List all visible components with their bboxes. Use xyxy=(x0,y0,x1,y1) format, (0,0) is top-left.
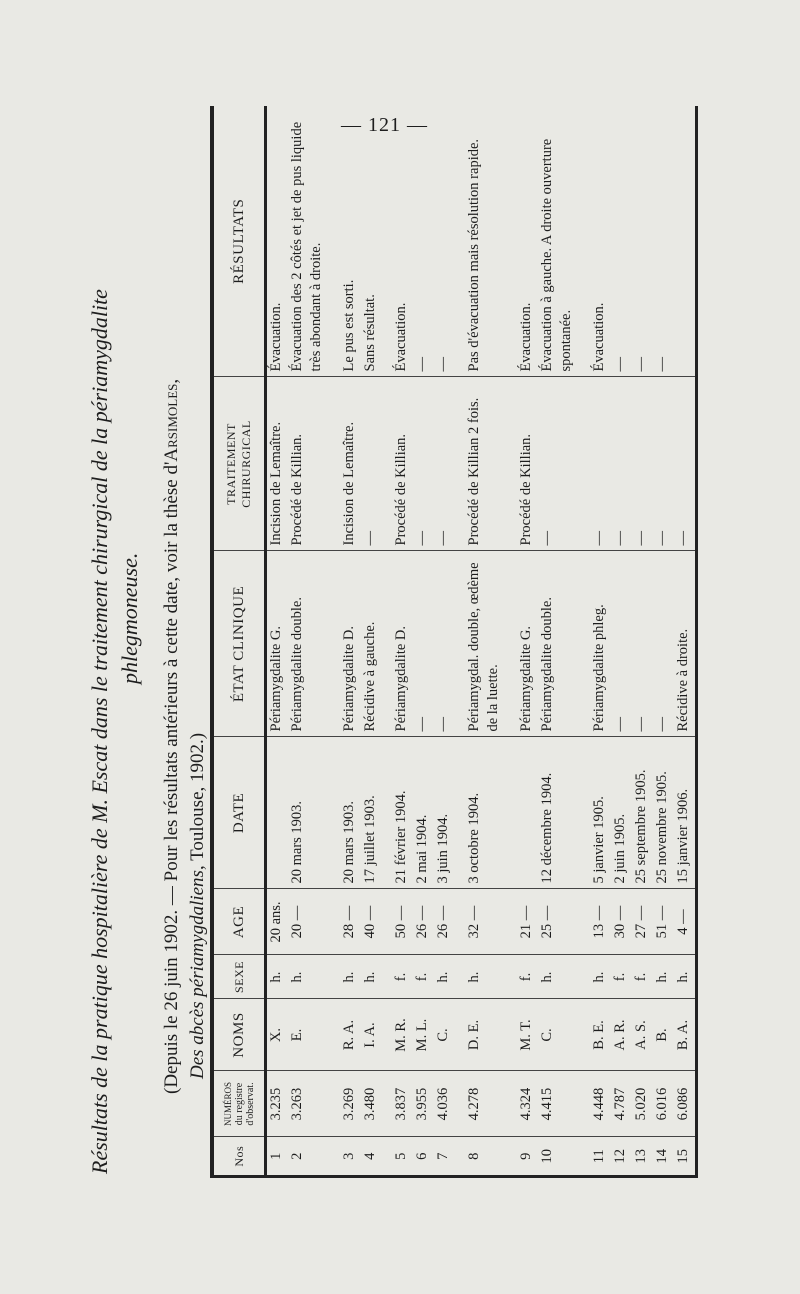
cell-nom: M. L. xyxy=(413,999,434,1071)
gap-cell xyxy=(330,377,340,551)
cell-date xyxy=(517,737,538,889)
gap-cell xyxy=(507,1071,517,1137)
subtitle-book-title: Des abcès périamygdaliens xyxy=(187,870,208,1079)
cell-reg: 4.324 xyxy=(517,1071,538,1137)
cell-date: 25 novembre 1905. xyxy=(653,737,674,889)
gap-cell xyxy=(507,999,517,1071)
table-row xyxy=(590,106,611,1175)
cell-trait: — xyxy=(611,377,632,551)
cell-res: Évacuation. xyxy=(517,302,534,372)
cell-etat: Périamygdalite double. xyxy=(288,551,330,737)
cell-sexe: h. xyxy=(266,955,289,999)
gap-cell xyxy=(507,377,517,551)
cell-etat: Récidive à droite. xyxy=(674,551,695,737)
cell-no: 13 xyxy=(632,1137,653,1175)
header-etat: ÉTAT CLINIQUE xyxy=(214,551,266,737)
cell-res: Évacuation des 2 côtés et jet de pus liquide très abondant à droite. xyxy=(289,121,325,372)
cell-no: 4 xyxy=(361,1137,382,1175)
gap-cell xyxy=(455,551,465,737)
cell-res xyxy=(674,106,695,377)
cell-sexe: h. xyxy=(674,955,695,999)
table-row xyxy=(392,106,413,1175)
gap-cell xyxy=(330,955,340,999)
cell-age: 4 — xyxy=(674,889,695,955)
gap-cell xyxy=(580,1071,590,1137)
cell-nom: B. E. xyxy=(590,999,611,1071)
table-row xyxy=(538,106,580,1175)
cell-date: 25 septembre 1905. xyxy=(632,737,653,889)
cell-date: 20 mars 1903. xyxy=(288,737,330,889)
gap-cell xyxy=(580,955,590,999)
cell-reg: 6.086 xyxy=(674,1071,695,1137)
cell-res: — xyxy=(611,357,628,372)
cell-etat: — xyxy=(653,551,674,737)
cell-reg: 3.955 xyxy=(413,1071,434,1137)
gap-cell xyxy=(507,106,517,377)
table-row xyxy=(413,106,434,1175)
gap-cell xyxy=(382,999,392,1071)
cell-date: 20 mars 1903. xyxy=(340,737,361,889)
gap-cell xyxy=(382,955,392,999)
cell-age: 32 — xyxy=(465,889,507,955)
cell-date: 12 décembre 1904. xyxy=(538,737,580,889)
cell-reg: 5.020 xyxy=(632,1071,653,1137)
cell-no: 3 xyxy=(340,1137,361,1175)
cell-date: 2 mai 1904. xyxy=(413,737,434,889)
cell-sexe: f. xyxy=(517,955,538,999)
table-row xyxy=(288,106,330,1175)
table-row xyxy=(517,106,538,1175)
cell-age: 20 — xyxy=(288,889,330,955)
table-row xyxy=(266,106,289,1175)
cell-nom: B. A. xyxy=(674,999,695,1071)
gap-cell xyxy=(455,1071,465,1137)
cell-reg: 3.263 xyxy=(288,1071,330,1137)
cell-res: Sans résultat. xyxy=(362,294,379,372)
cell-nom: E. xyxy=(288,999,330,1071)
cell-trait: — xyxy=(653,377,674,551)
header-registre-line2: du registre xyxy=(233,1082,245,1126)
cell-reg: 6.016 xyxy=(653,1071,674,1137)
cell-age: 50 — xyxy=(392,889,413,955)
cell-reg: 3.269 xyxy=(340,1071,361,1137)
cell-res: — xyxy=(653,357,670,372)
cell-age: 13 — xyxy=(590,889,611,955)
cell-date: 2 juin 1905. xyxy=(611,737,632,889)
cell-reg: 4.415 xyxy=(538,1071,580,1137)
cell-sexe: h. xyxy=(361,955,382,999)
cell-nom: A. R. xyxy=(611,999,632,1071)
cell-res: Évacuation. xyxy=(590,302,607,372)
gap-cell xyxy=(455,889,465,955)
title-line-2: phlegmoneuse. xyxy=(117,552,142,684)
cell-sexe: h. xyxy=(288,955,330,999)
cell-trait: — xyxy=(590,377,611,551)
cell-res: Évacuation à gauche. A droite ouverture spontanée. xyxy=(538,138,574,372)
gap-cell xyxy=(455,106,465,377)
cell-trait: Procédé de Killian. xyxy=(392,377,413,551)
cell-age: 20 ans. xyxy=(266,889,289,955)
header-registre-caps: NUMÉROS xyxy=(222,1082,233,1127)
header-resultats: RÉSULTATS xyxy=(214,106,266,377)
cell-nom: I. A. xyxy=(361,999,382,1071)
subtitle-line-2 xyxy=(185,104,211,1174)
results-table-wrapper xyxy=(210,106,698,1178)
gap-cell xyxy=(382,1137,392,1175)
cell-age: 26 — xyxy=(434,889,455,955)
cell-etat: — xyxy=(632,551,653,737)
cell-reg: 3.480 xyxy=(361,1071,382,1137)
table-body xyxy=(266,106,696,1175)
cell-reg: 4.278 xyxy=(465,1071,507,1137)
gap-cell xyxy=(580,106,590,377)
cell-nom: A. S. xyxy=(632,999,653,1071)
cell-nom: C. xyxy=(538,999,580,1071)
cell-trait: Incision de Lemaître. xyxy=(340,377,361,551)
cell-no: 5 xyxy=(392,1137,413,1175)
gap-cell xyxy=(382,377,392,551)
header-traitement: TRAITEMENT CHIRURGICAL xyxy=(214,377,266,551)
cell-sexe: h. xyxy=(434,955,455,999)
cell-reg: 3.837 xyxy=(392,1071,413,1137)
cell-no: 10 xyxy=(538,1137,580,1175)
cell-sexe: h. xyxy=(465,955,507,999)
row-gap xyxy=(382,106,392,1175)
gap-cell xyxy=(580,377,590,551)
gap-cell xyxy=(580,551,590,737)
gap-cell xyxy=(382,737,392,889)
gap-cell xyxy=(330,737,340,889)
cell-trait: — xyxy=(434,377,455,551)
cell-date: 5 janvier 1905. xyxy=(590,737,611,889)
cell-reg: 4.036 xyxy=(434,1071,455,1137)
gap-cell xyxy=(455,737,465,889)
cell-date: 15 janvier 1906. xyxy=(674,737,695,889)
gap-cell xyxy=(330,106,340,377)
header-sexe: SEXE xyxy=(214,955,266,999)
cell-no: 6 xyxy=(413,1137,434,1175)
cell-sexe: f. xyxy=(392,955,413,999)
cell-etat: Périamygdalite G. xyxy=(266,551,289,737)
cell-etat: Périamygdal. double, œdème de la luette. xyxy=(465,551,507,737)
cell-etat: Périamygdalite D. xyxy=(340,551,361,737)
results-table xyxy=(214,106,695,1175)
table-row xyxy=(434,106,455,1175)
cell-date: 3 octobre 1904. xyxy=(465,737,507,889)
gap-cell xyxy=(580,889,590,955)
cell-nom: M. T. xyxy=(517,999,538,1071)
cell-trait: — xyxy=(674,377,695,551)
gap-cell xyxy=(455,999,465,1071)
title-line-1: Résultats de la pratique hospitalière de M. Escat dans le traitement chirurgical de la périamygdalite xyxy=(87,289,112,1174)
row-gap xyxy=(330,106,340,1175)
cell-etat: — xyxy=(413,551,434,737)
cell-trait: — xyxy=(538,377,580,551)
cell-trait: Incision de Lemaître. xyxy=(266,377,289,551)
cell-nom: R. A. xyxy=(340,999,361,1071)
subtitle-suffix: , xyxy=(161,378,182,384)
cell-trait: Procédé de Killian 2 fois. xyxy=(465,377,507,551)
cell-sexe: f. xyxy=(632,955,653,999)
row-gap xyxy=(580,106,590,1175)
cell-reg: 4.787 xyxy=(611,1071,632,1137)
cell-etat: Récidive à gauche. xyxy=(361,551,382,737)
gap-cell xyxy=(507,551,517,737)
header-no: Nos xyxy=(214,1137,266,1175)
header-age: AGE xyxy=(214,889,266,955)
gap-cell xyxy=(330,1071,340,1137)
cell-trait: Procédé de Killian. xyxy=(517,377,538,551)
cell-trait: — xyxy=(361,377,382,551)
cell-no: 8 xyxy=(465,1137,507,1175)
cell-no: 15 xyxy=(674,1137,695,1175)
cell-age: 30 — xyxy=(611,889,632,955)
subtitle-place-year: , Toulouse, 1902.) xyxy=(187,732,208,871)
table-row xyxy=(465,106,507,1175)
cell-no: 9 xyxy=(517,1137,538,1175)
cell-sexe: f. xyxy=(413,955,434,999)
gap-cell xyxy=(382,106,392,377)
page-number: — 121 — xyxy=(341,114,428,136)
gap-cell xyxy=(382,551,392,737)
cell-res: — xyxy=(435,357,452,372)
table-row xyxy=(632,106,653,1175)
cell-nom: C. xyxy=(434,999,455,1071)
cell-date: 3 juin 1904. xyxy=(434,737,455,889)
gap-cell xyxy=(330,1137,340,1175)
gap-cell xyxy=(330,889,340,955)
row-gap xyxy=(507,106,517,1175)
cell-etat: Périamygdalite double. xyxy=(538,551,580,737)
cell-date xyxy=(266,737,289,889)
gap-cell xyxy=(580,737,590,889)
gap-cell xyxy=(507,955,517,999)
cell-sexe: h. xyxy=(590,955,611,999)
subtitle-line-1 xyxy=(159,104,185,1174)
table-row xyxy=(653,106,674,1175)
cell-reg: 3.235 xyxy=(266,1071,289,1137)
cell-res: Évacuation. xyxy=(268,302,284,372)
gap-cell xyxy=(507,737,517,889)
cell-etat: — xyxy=(611,551,632,737)
cell-res: Pas d'évacuation mais résolution rapide. xyxy=(465,138,482,372)
table-row xyxy=(611,106,632,1175)
cell-nom: D. E. xyxy=(465,999,507,1071)
header-row xyxy=(214,106,266,1175)
cell-nom: X. xyxy=(266,999,289,1071)
header-date: DATE xyxy=(214,737,266,889)
cell-no: 7 xyxy=(434,1137,455,1175)
cell-age: 51 — xyxy=(653,889,674,955)
cell-reg: 4.448 xyxy=(590,1071,611,1137)
cell-sexe: h. xyxy=(340,955,361,999)
cell-etat: Périamygdalite D. xyxy=(392,551,413,737)
cell-date: 17 juillet 1903. xyxy=(361,737,382,889)
cell-sexe: h. xyxy=(538,955,580,999)
cell-no: 2 xyxy=(288,1137,330,1175)
header-registre-line3: d'observat. xyxy=(244,1082,256,1126)
cell-etat: Périamygdalite G. xyxy=(517,551,538,737)
gap-cell xyxy=(580,1137,590,1175)
gap-cell xyxy=(455,1137,465,1175)
table-row xyxy=(674,106,695,1175)
gap-cell xyxy=(455,377,465,551)
subtitle-author: Arsimoles xyxy=(161,383,182,462)
cell-age: 28 — xyxy=(340,889,361,955)
cell-no: 1 xyxy=(266,1137,289,1175)
cell-res: — xyxy=(632,357,649,372)
header-noms: NOMS xyxy=(214,999,266,1071)
cell-sexe: f. xyxy=(611,955,632,999)
cell-res: — xyxy=(414,357,431,372)
cell-etat: — xyxy=(434,551,455,737)
gap-cell xyxy=(382,1071,392,1137)
cell-trait: — xyxy=(632,377,653,551)
cell-etat: Périamygdalite phleg. xyxy=(590,551,611,737)
cell-trait: Procédé de Killian. xyxy=(288,377,330,551)
row-gap xyxy=(455,106,465,1175)
header-registre xyxy=(214,1071,266,1137)
gap-cell xyxy=(330,999,340,1071)
gap-cell xyxy=(580,999,590,1071)
gap-cell xyxy=(330,551,340,737)
cell-nom: M. R. xyxy=(392,999,413,1071)
cell-age: 27 — xyxy=(632,889,653,955)
cell-nom: B. xyxy=(653,999,674,1071)
subtitle-prefix: (Depuis le 26 juin 1902. — Pour les résultats antérieurs à cette date, voir la thèse d' xyxy=(161,461,182,1094)
gap-cell xyxy=(507,1137,517,1175)
cell-age: 40 — xyxy=(361,889,382,955)
cell-no: 11 xyxy=(590,1137,611,1175)
cell-res: Évacuation. xyxy=(393,302,410,372)
cell-age: 21 — xyxy=(517,889,538,955)
gap-cell xyxy=(455,955,465,999)
cell-res: Le pus est sorti. xyxy=(341,279,358,372)
cell-age: 25 — xyxy=(538,889,580,955)
cell-date: 21 février 1904. xyxy=(392,737,413,889)
cell-age: 26 — xyxy=(413,889,434,955)
cell-no: 14 xyxy=(653,1137,674,1175)
gap-cell xyxy=(382,889,392,955)
gap-cell xyxy=(507,889,517,955)
table-row xyxy=(340,106,361,1175)
title-block xyxy=(85,104,211,1174)
cell-sexe: h. xyxy=(653,955,674,999)
table-row xyxy=(361,106,382,1175)
cell-trait: — xyxy=(413,377,434,551)
cell-no: 12 xyxy=(611,1137,632,1175)
